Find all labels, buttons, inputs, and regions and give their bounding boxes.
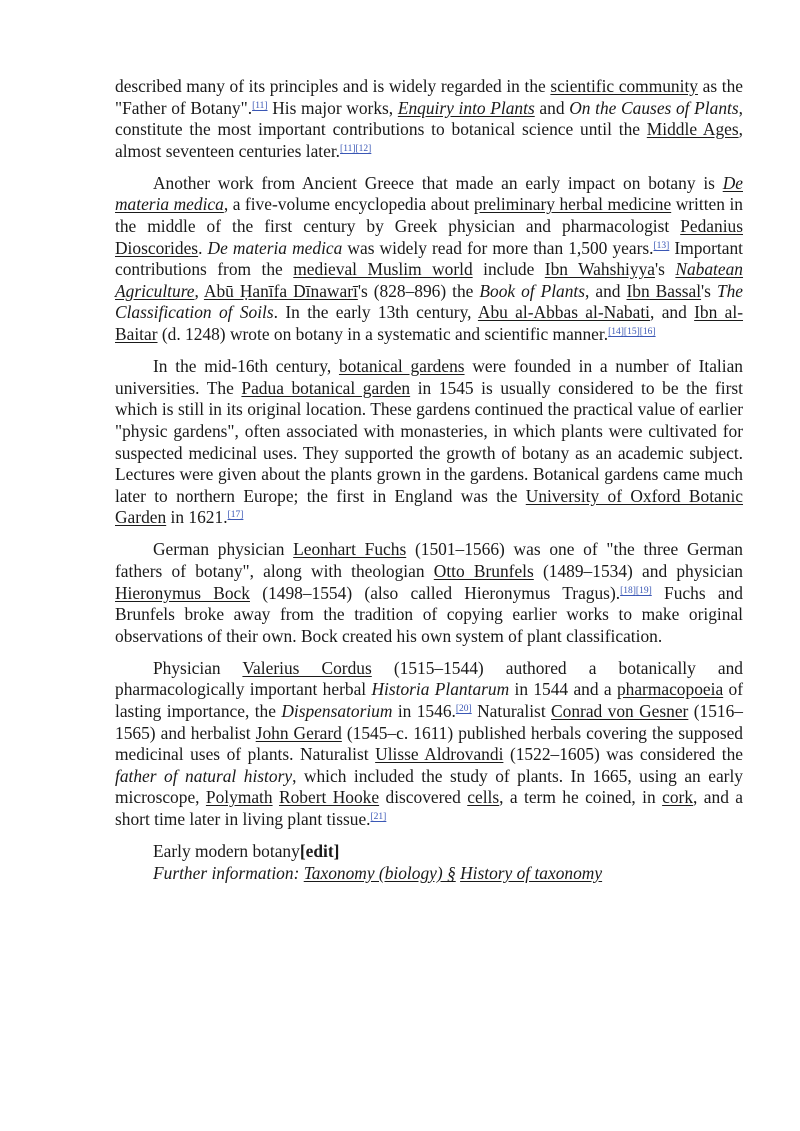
link-dinawari[interactable]: Abū Ḥanīfa Dīnawarī bbox=[203, 280, 358, 301]
link-history-of-taxonomy[interactable]: History of taxonomy bbox=[460, 862, 603, 883]
citation-link[interactable]: [20] bbox=[455, 704, 472, 715]
citation[interactable] bbox=[371, 812, 387, 822]
text: written in the middle of the first century by Greek physician and pharmacologist bbox=[115, 194, 744, 237]
text: of lasting importance, the bbox=[115, 679, 743, 722]
link-dioscorides[interactable]: Pedanius Dioscorides bbox=[115, 216, 743, 258]
text: Important contributions from the bbox=[115, 237, 743, 280]
link-hieronymus-bock[interactable]: Hieronymus Bock bbox=[115, 582, 250, 603]
text: , bbox=[194, 280, 204, 301]
text: , a five-volume encyclopedia about bbox=[223, 194, 474, 215]
further-information bbox=[115, 863, 743, 885]
text: 's bbox=[701, 280, 717, 301]
text: , which included the study of plants. In 1665, using an early microscope, bbox=[115, 765, 743, 808]
paragraph-botanical-gardens bbox=[115, 356, 743, 529]
text: , and bbox=[650, 302, 695, 323]
link-taxonomy-biology[interactable]: Taxonomy (biology) § bbox=[303, 862, 456, 883]
text: Another work from Ancient Greece that made an early impact on botany is bbox=[153, 172, 723, 193]
text: (1522–1605) was considered the bbox=[503, 744, 743, 765]
text: Naturalist bbox=[471, 701, 552, 722]
link-oxford-botanic-garden[interactable]: University of Oxford Botanic Garden bbox=[115, 485, 743, 528]
link-cells[interactable]: cells bbox=[467, 787, 500, 808]
link-conrad-von-gesner[interactable]: Conrad von Gesner bbox=[551, 701, 689, 722]
text: (d. 1248) wrote on botany in a systematic and scientific manner. bbox=[157, 324, 609, 345]
work-title: Book of Plants bbox=[479, 280, 586, 301]
text: discovered bbox=[379, 787, 468, 808]
link-padua-garden[interactable]: Padua botanical garden bbox=[241, 377, 411, 398]
citation-link[interactable]: [19] bbox=[635, 585, 652, 596]
work-title: De materia medica bbox=[207, 237, 343, 258]
text: described many of its principles and is widely regarded in the bbox=[115, 76, 551, 96]
link-text: De materia medica bbox=[115, 172, 743, 215]
link-medieval-muslim-world[interactable]: medieval Muslim world bbox=[293, 259, 473, 280]
text: . bbox=[198, 237, 208, 258]
work-title: Dispensatorium bbox=[281, 701, 393, 722]
citation-link[interactable]: [18] bbox=[620, 585, 636, 596]
link-valerius-cordus[interactable]: Valerius Cordus bbox=[242, 657, 372, 678]
section-heading-text: Early modern botany bbox=[153, 841, 300, 862]
edit-link[interactable]: [edit] bbox=[299, 841, 340, 862]
link-cork[interactable]: cork bbox=[662, 787, 694, 808]
citation-link[interactable]: [12] bbox=[355, 143, 372, 154]
text: German physician bbox=[153, 539, 294, 560]
article-body bbox=[115, 76, 743, 884]
link-scientific-community[interactable]: scientific community bbox=[550, 76, 698, 96]
link-al-nabati[interactable]: Abu al-Abbas al-Nabati bbox=[477, 302, 650, 323]
text: In the mid-16th century, bbox=[153, 356, 339, 377]
citation-link[interactable]: [21] bbox=[370, 812, 387, 822]
citation-link[interactable]: [16] bbox=[639, 327, 656, 338]
link-herbal-medicine[interactable]: preliminary herbal medicine bbox=[473, 194, 672, 215]
text: as the "Father of Botany". bbox=[115, 76, 743, 118]
link-text: Enquiry into Plants bbox=[397, 97, 535, 118]
text: was widely read for more than 1,500 years. bbox=[342, 237, 654, 258]
text: , and bbox=[585, 280, 627, 301]
link-ibn-bassal[interactable]: Ibn Bassal bbox=[626, 280, 702, 301]
citation-link[interactable]: [14] bbox=[608, 327, 624, 338]
text: include bbox=[472, 259, 545, 280]
paragraph-cordus bbox=[115, 658, 743, 831]
paragraph-de-materia-medica bbox=[115, 173, 743, 346]
citation[interactable] bbox=[620, 586, 652, 596]
text: (1515–1544) authored a botanically and pharmacologically important herbal bbox=[115, 657, 744, 700]
citation-link[interactable]: [15] bbox=[623, 327, 640, 338]
link-john-gerard[interactable]: John Gerard bbox=[255, 722, 342, 743]
citation-link[interactable]: [11] bbox=[252, 100, 268, 111]
work-title: On the Causes of Plants bbox=[569, 97, 739, 118]
citation[interactable] bbox=[252, 101, 267, 111]
citation[interactable] bbox=[228, 510, 244, 520]
text: , a term he coined, in bbox=[499, 787, 663, 808]
citation[interactable] bbox=[456, 704, 472, 714]
text: in 1546. bbox=[392, 701, 456, 722]
text: (1489–1534) and physician bbox=[533, 560, 743, 581]
citation-link[interactable]: [17] bbox=[227, 510, 244, 521]
link-ulisse-aldrovandi[interactable]: Ulisse Aldrovandi bbox=[375, 744, 504, 765]
text: (1501–1566) was one of "the three German fathers of botany", along with theologian bbox=[115, 539, 744, 581]
link-text: Nabatean Agriculture bbox=[115, 259, 744, 301]
text: Fuchs and Brunfels broke away from the tradition of copying earlier works to make original observations of their own. Bock created his own system of plant classification. bbox=[115, 582, 743, 646]
text: (1516–1565) and herbalist bbox=[115, 701, 743, 743]
text: (1498–1554) (also called Hieronymus Tragus). bbox=[249, 582, 621, 603]
text: 's bbox=[654, 259, 676, 280]
citation[interactable] bbox=[608, 327, 655, 337]
text: , and a short time later in living plant tissue. bbox=[115, 787, 744, 829]
text: in 1544 and a bbox=[509, 679, 617, 700]
work-title: The Classification of Soils bbox=[115, 280, 744, 323]
text: and bbox=[534, 97, 570, 118]
paragraph-theophrastus bbox=[115, 76, 743, 162]
text: , almost seventeen centuries later. bbox=[115, 119, 743, 161]
citation-link[interactable]: [11] bbox=[340, 143, 356, 154]
work-title: Historia Plantarum bbox=[371, 679, 510, 700]
text: were founded in a number of Italian universities. The bbox=[115, 356, 744, 398]
paragraph-fathers-of-botany bbox=[115, 539, 743, 647]
text: (1545–c. 1611) published herbals covering the supposed medicinal uses of plants. Naturalist bbox=[115, 722, 744, 765]
text: 's (828–896) the bbox=[357, 280, 480, 301]
text: in 1621. bbox=[166, 507, 228, 528]
citation[interactable] bbox=[654, 241, 670, 251]
text: , constitute the most important contributions to botanical science until the bbox=[115, 97, 743, 140]
section-heading bbox=[115, 841, 743, 863]
link-leonhart-fuchs[interactable]: Leonhart Fuchs bbox=[293, 539, 407, 560]
link-robert-hooke[interactable]: Robert Hooke bbox=[279, 787, 380, 808]
link-botanical-gardens[interactable]: botanical gardens bbox=[338, 356, 465, 377]
link-pharmacopoeia[interactable]: pharmacopoeia bbox=[616, 679, 724, 700]
link-ibn-wahshiyya[interactable]: Ibn Wahshiyya bbox=[544, 259, 655, 280]
text: Physician bbox=[153, 657, 243, 678]
text: in 1545 is usually considered to be the first which is still in its original location. These gardens continued the practical value of earlier "physic gardens", often associated with monasteries, in which plants were cultivated for suspected medicinal uses. They supported the growth of botany as an academic subject. Lectures were given about the plants grown in the gardens. Botanical gardens came much later to northern Europe; the first in England was the bbox=[115, 377, 743, 506]
link-middle-ages[interactable]: Middle Ages bbox=[646, 119, 739, 140]
link-enquiry-into-plants[interactable] bbox=[398, 98, 535, 118]
link-polymath[interactable]: Polymath bbox=[205, 787, 273, 808]
link-ibn-al-baitar[interactable]: Ibn al-Baitar bbox=[115, 302, 744, 345]
emphasis: father of natural history bbox=[115, 765, 293, 786]
citation[interactable] bbox=[340, 144, 371, 154]
citation-link[interactable]: [13] bbox=[653, 240, 670, 251]
further-information-label: Further information: bbox=[153, 862, 304, 883]
text: . In the early 13th century, bbox=[273, 302, 478, 323]
text: His major works, bbox=[267, 97, 398, 118]
link-otto-brunfels[interactable]: Otto Brunfels bbox=[433, 560, 534, 581]
